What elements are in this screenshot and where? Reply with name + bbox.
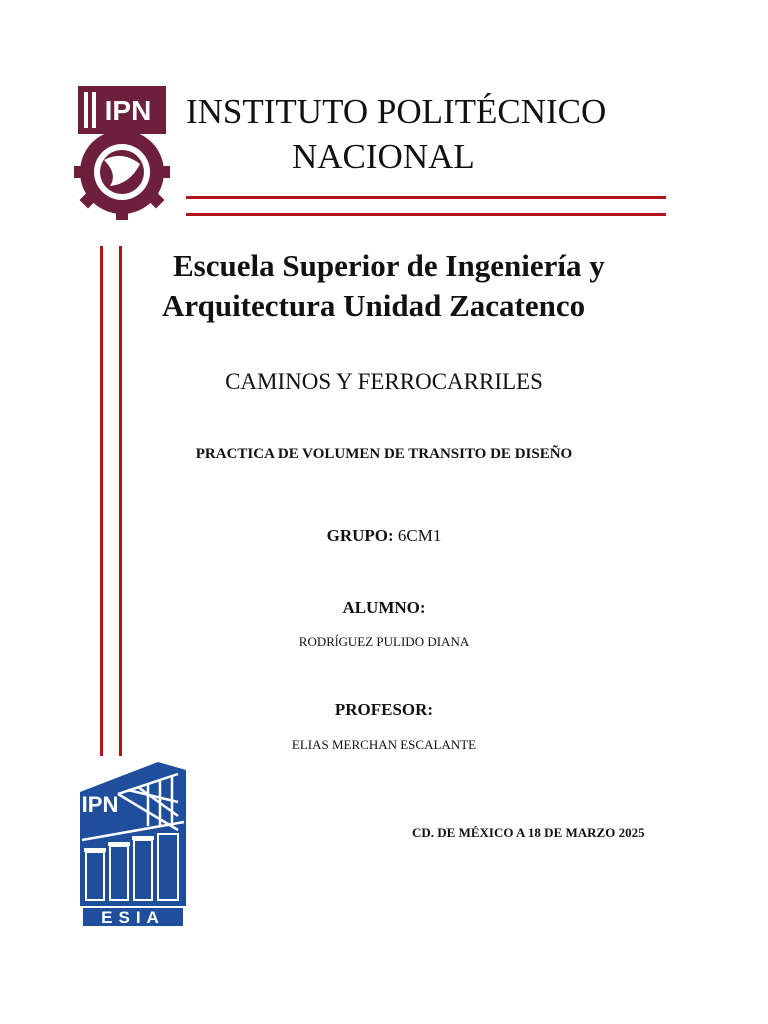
- header-rule-top: [186, 196, 666, 199]
- student-name: RODRĺGUEZ PULIDO DIANA: [298, 634, 470, 649]
- subject-text: CAMINOS Y FERROCARRILES: [225, 369, 543, 394]
- professor-name: ELIAS MERCHAN ESCALANTE: [291, 737, 477, 752]
- student-label: ALUMNO:: [342, 598, 426, 617]
- group-value: 6CM1: [397, 526, 442, 545]
- practice-title: PRACTICA DE VOLUMEN DE TRANSITO DE DISEÑO: [195, 446, 573, 462]
- vertical-rule-left: [100, 246, 103, 756]
- school-name-line2: Arquitectura Unidad Zacatenco: [162, 288, 586, 323]
- group-label: GRUPO:: [326, 526, 394, 545]
- esia-logo-top-text: IPN: [81, 792, 119, 817]
- ipn-logo: [70, 80, 174, 222]
- institute-title-line1: INSTITUTO POLITÉCNICO: [186, 92, 607, 131]
- school-name-line1: Escuela Superior de Ingeniería y: [173, 248, 605, 283]
- institute-title-line2: NACIONAL: [292, 137, 475, 176]
- professor-label: PROFESOR:: [334, 700, 434, 719]
- vertical-rule-right: [119, 246, 122, 756]
- ipn-logo-text: IPN: [104, 95, 152, 126]
- group-line: [0, 525, 768, 547]
- subject-title: [0, 367, 768, 397]
- esia-logo-bottom-text: ESIA: [101, 908, 165, 927]
- esia-logo: [78, 760, 188, 930]
- header-rule-bottom: [186, 213, 666, 216]
- city-date: CD. DE MÉXICO A 18 DE MARZO 2025: [412, 825, 645, 840]
